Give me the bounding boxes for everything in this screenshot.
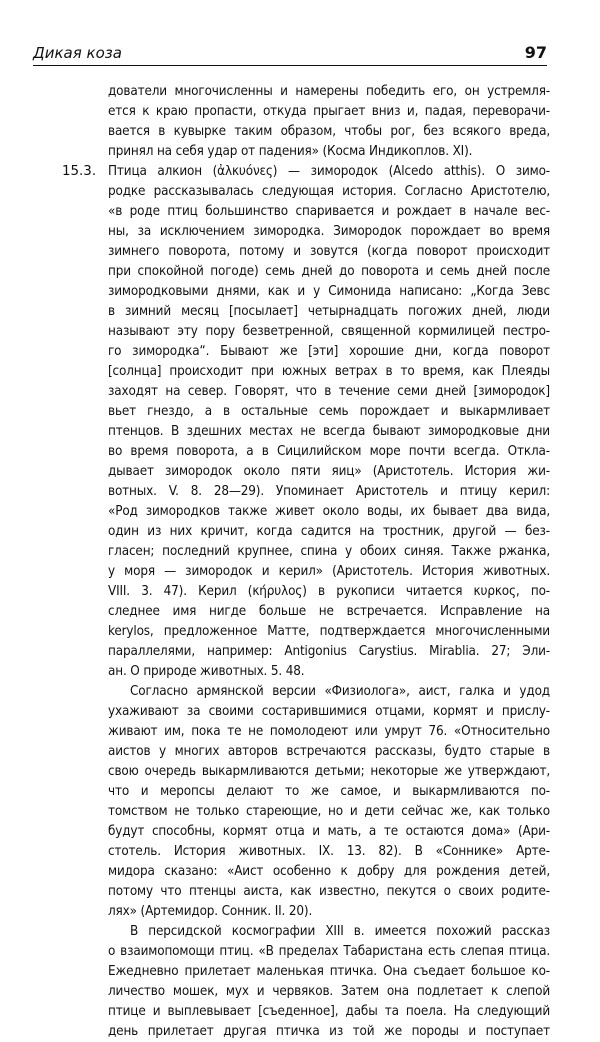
text-line: параллелями, например: Antigonius Carystius. Mirablia. 27; Эли- — [108, 644, 550, 659]
page-header — [33, 40, 547, 66]
text-line: при спокойной погоде) семь дней до поворота и семь дней после — [108, 264, 550, 279]
text-line: зимнего поворота, потому и зовутся (когда поворот происходит — [108, 244, 550, 259]
text-line: «в роде птиц большинство спаривается и рождает в начале вес- — [108, 204, 550, 219]
text-line: вьет гнездо, а в остальные семь порождает и выкармливает — [108, 404, 550, 419]
text-line: ухаживают за своими состарившимися отцами, кормят и прислу- — [108, 704, 550, 719]
body-text — [108, 82, 550, 1042]
text-line: стотель. История животных. IX. 13. 82). В «Соннике» Арте- — [108, 844, 550, 859]
text-line: родке рассказывалась следующая история. Согласно Аристотелю, — [108, 184, 550, 199]
text-line: заходят на север. Говорят, что в течение семи дней [зимородок] — [108, 384, 550, 399]
text-line: VIII. 3. 47). Керил (κήρυλος) в рукописи читается κυρκος, по- — [108, 584, 550, 599]
text-line: ан. О природе животных. 5. 48. — [108, 664, 305, 679]
text-line: гласен; последний крупнее, спина у обоих синяя. Также ржанка, — [108, 544, 550, 559]
text-line: ется к краю пропасти, откуда прыгает вниз и, падая, переворачи- — [108, 104, 550, 119]
text-line: аистов у многих авторов встречаются рассказы, будто старые в — [108, 744, 550, 759]
text-line: томством не только стареющие, но и дети сейчас же, как только — [108, 804, 550, 819]
text-line: лях» (Артемидор. Сонник. II. 20). — [108, 904, 313, 919]
text-line: В персидской космографии XIII в. имеется похожий рассказ — [130, 924, 550, 939]
text-line: во время поворота, а в Сицилийском море почти всегда. Откла- — [108, 444, 550, 459]
text-line: что и меропсы делают то же самое, и выкармливаются по- — [108, 784, 550, 799]
text-line: птице и выплевывает [съеденное], дабы та поела. На следующий — [108, 1004, 550, 1019]
text-line: о взаимопомощи птиц. «В пределах Табаристана есть слепая птица. — [108, 944, 550, 959]
text-line: свою очередь выкармливаются детьми; некоторые же утверждают, — [108, 764, 550, 779]
text-line: Птица алкион (ἀλκυόνες) — зимородок (Alcedo atthis). О зимо- — [108, 164, 550, 179]
text-line: потому что птенцы аиста, как известно, пекутся о своих родите- — [108, 884, 550, 899]
text-line: дывает зимородок около пяти яиц» (Аристотель. История жи- — [108, 464, 550, 479]
text-line: вается в кувырке таким образом, чтобы рог, без всякого вреда, — [108, 124, 550, 139]
section-number: 15.3. — [62, 164, 97, 179]
text-line: личество мошек, мух и червяков. Затем она подлетает к слепой — [108, 984, 550, 999]
text-line: дователи многочисленны и намерены победить его, он устремля- — [108, 84, 550, 99]
header-rule — [33, 65, 547, 66]
text-line: [солнца] происходит при южных ветрах в то время, как Плеяды — [108, 364, 550, 379]
text-line: kerylos, предложенное Матте, подтверждается многочисленными — [108, 624, 550, 639]
text-line: будут способны, кормят отца и мать, а те остаются дома» (Ари- — [108, 824, 550, 839]
text-line: мидора сказано: «Аист особенно к добру для рождения детей, — [108, 864, 550, 879]
text-line: у моря — зимородок и керил» (Аристотель. История животных. — [108, 564, 550, 579]
text-line: го зимородка“. Бывают же [эти] хорошие дни, когда поворот — [108, 344, 550, 359]
text-line: живают им, пока те не помолодеют или умрут 76. «Относительно — [108, 724, 550, 739]
text-line: Ежедневно прилетает маленькая птичка. Она съедает большое ко- — [108, 964, 550, 979]
text-line: птенцов. В здешних местах не всегда бывают зимородковые дни — [108, 424, 550, 439]
running-head: Дикая коза — [33, 44, 122, 62]
text-line: Согласно армянской версии «Физиолога», аист, галка и удод — [130, 684, 550, 699]
text-line: называют эту пору безветренной, священной кормилицей пестро- — [108, 324, 550, 339]
text-line: следнее имя нигде больше не встречается. Исправление на — [108, 604, 550, 619]
text-line: принял на себя удар от падения» (Косма Индикоплов. XI). — [108, 144, 473, 159]
text-line: один из них кричит, когда садится на тростник, другой — без- — [108, 524, 550, 539]
text-line: в зимний месяц [посылает] четырнадцать погожих дней, люди — [108, 304, 550, 319]
text-line: ны, за исключением зимородка. Зимородок порождает во время — [108, 224, 550, 239]
page-number: 97 — [524, 43, 547, 62]
text-line: зимородковыми днями, как и у Симонида написано: „Когда Зевс — [108, 284, 550, 299]
text-line: «Род зимородков также живет около воды, их бывает два вида, — [108, 504, 550, 519]
text-line: день прилетает другая птичка из той же породы и поступает — [108, 1024, 550, 1039]
text-line: вотных. V. 8. 28—29). Упоминает Аристотель и птицу керил: — [108, 484, 550, 499]
